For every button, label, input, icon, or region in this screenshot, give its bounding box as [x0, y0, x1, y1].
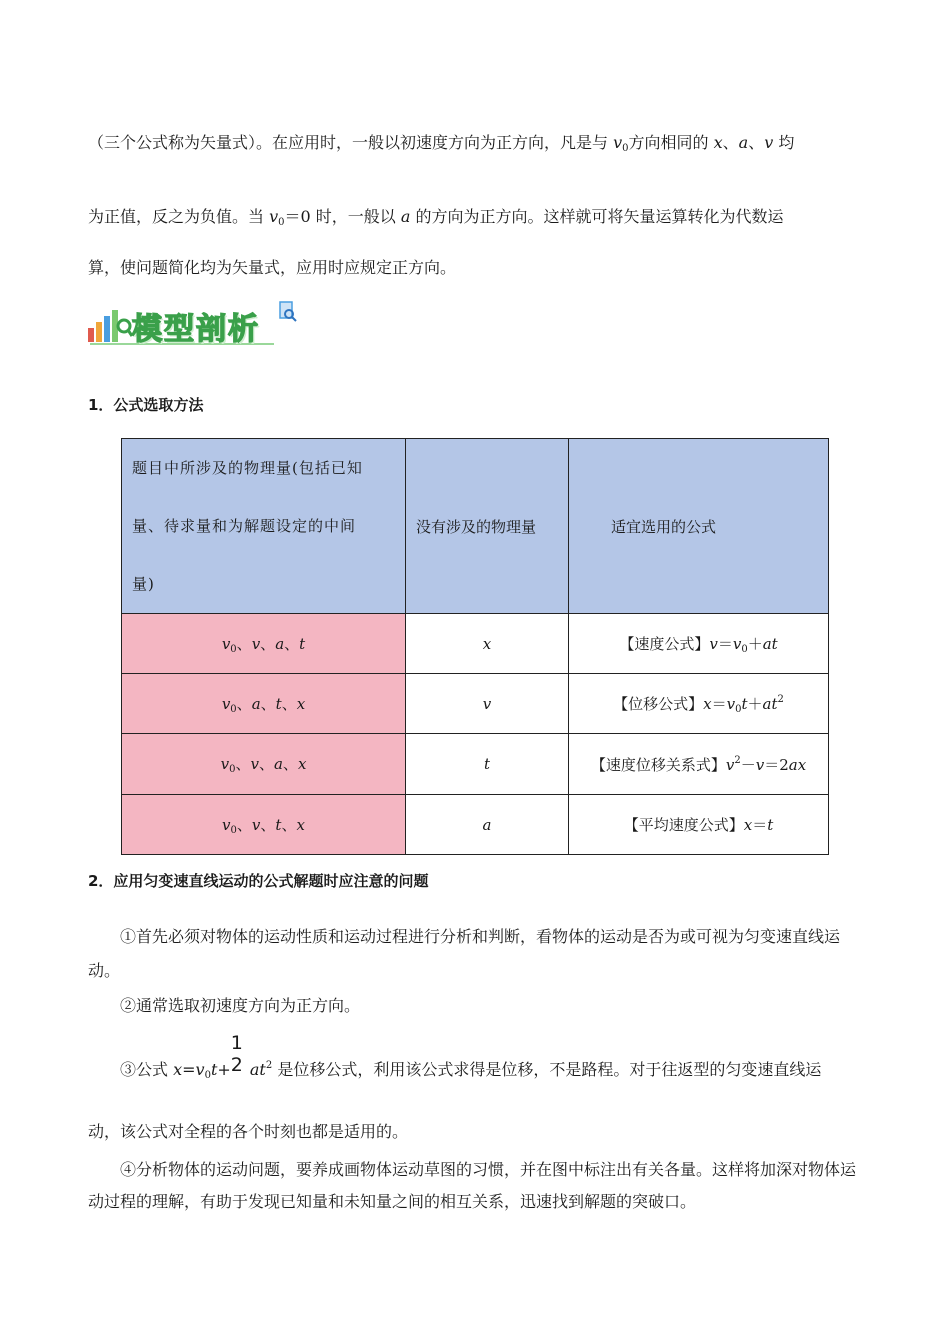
- table-row: [122, 734, 829, 795]
- section-1-title: 1．公式选取方法: [88, 396, 204, 414]
- row-missing: t: [406, 734, 569, 795]
- note-2: ②通常选取初速度方向为正方向。: [120, 996, 361, 1015]
- row-formula: 【平均速度公式】x＝t: [569, 795, 829, 855]
- one-half-fraction: 1 2: [230, 1032, 243, 1076]
- row-quantities: $v_0$、v、t、x: [122, 795, 406, 855]
- logo-text: 模型剖析: [132, 312, 260, 347]
- intro-line-2: 为正值，反之为负值。当 $v_0=0$ 时，一般以 a 的方向为正方向。这样就可将矢量运算转化为代数运: [88, 207, 784, 228]
- header-formula: 适宜选用的公式: [569, 439, 829, 614]
- table-header-row: [122, 439, 829, 614]
- intro-line-3: 算，使问题简化均为矢量式，应用时应规定正方向。: [88, 258, 457, 277]
- header-missing: 没有涉及的物理量: [406, 439, 569, 614]
- row-missing: v: [406, 674, 569, 734]
- row-quantities: $v_0$、a、t、x: [122, 674, 406, 734]
- header-quantities: 题目中所涉及的物理量(包括已知 量、待求量和为解题设定的中间 量): [122, 439, 406, 614]
- intro-line-1: （三个公式称为矢量式）。在应用时，一般以初速度方向为正方向，凡是与 $v_0$方向相同的 x、a、v 均: [88, 133, 795, 154]
- formula-selection-table: [121, 438, 829, 855]
- row-missing: x: [406, 614, 569, 674]
- note-3-line-2: 动，该公式对全程的各个时刻也都是适用的。: [88, 1122, 409, 1141]
- row-formula: 【位移公式】$x=v_0t+at^2$: [569, 674, 829, 734]
- row-formula: 【速度公式】$v=v_0+at$: [569, 614, 829, 674]
- row-quantities: $v_0$、v、a、t: [122, 614, 406, 674]
- table-row: [122, 795, 829, 855]
- table-row: [122, 674, 829, 734]
- section-2-title: 2．应用匀变速直线运动的公式解题时应注意的问题: [88, 872, 429, 890]
- row-quantities: $v_0$、v、a、x: [122, 734, 406, 795]
- note-3-line-1: ③公式 $x=v_0t+$ 1 2 $at^2$ 是位移公式，利用该公式求得是位移，不是路程。对于往返型的匀变速直线运: [120, 1032, 822, 1081]
- model-analysis-logo: [86, 298, 306, 350]
- note-4: ④分析物体的运动问题，要养成画物体运动草图的习惯，并在图中标注出有关各量。这样将加深对物体运动过程的理解，有助于发现已知量和未知量之间的相互关系，迅速找到解题的突破口。: [88, 1160, 857, 1211]
- row-missing: a: [406, 795, 569, 855]
- note-1: ①首先必须对物体的运动性质和运动过程进行分析和判断，看物体的运动是否为或可视为匀变速直线运动。: [88, 927, 841, 980]
- table-row: [122, 614, 829, 674]
- row-formula: 【速度位移关系式】$v^2-v=2ax$: [569, 734, 829, 795]
